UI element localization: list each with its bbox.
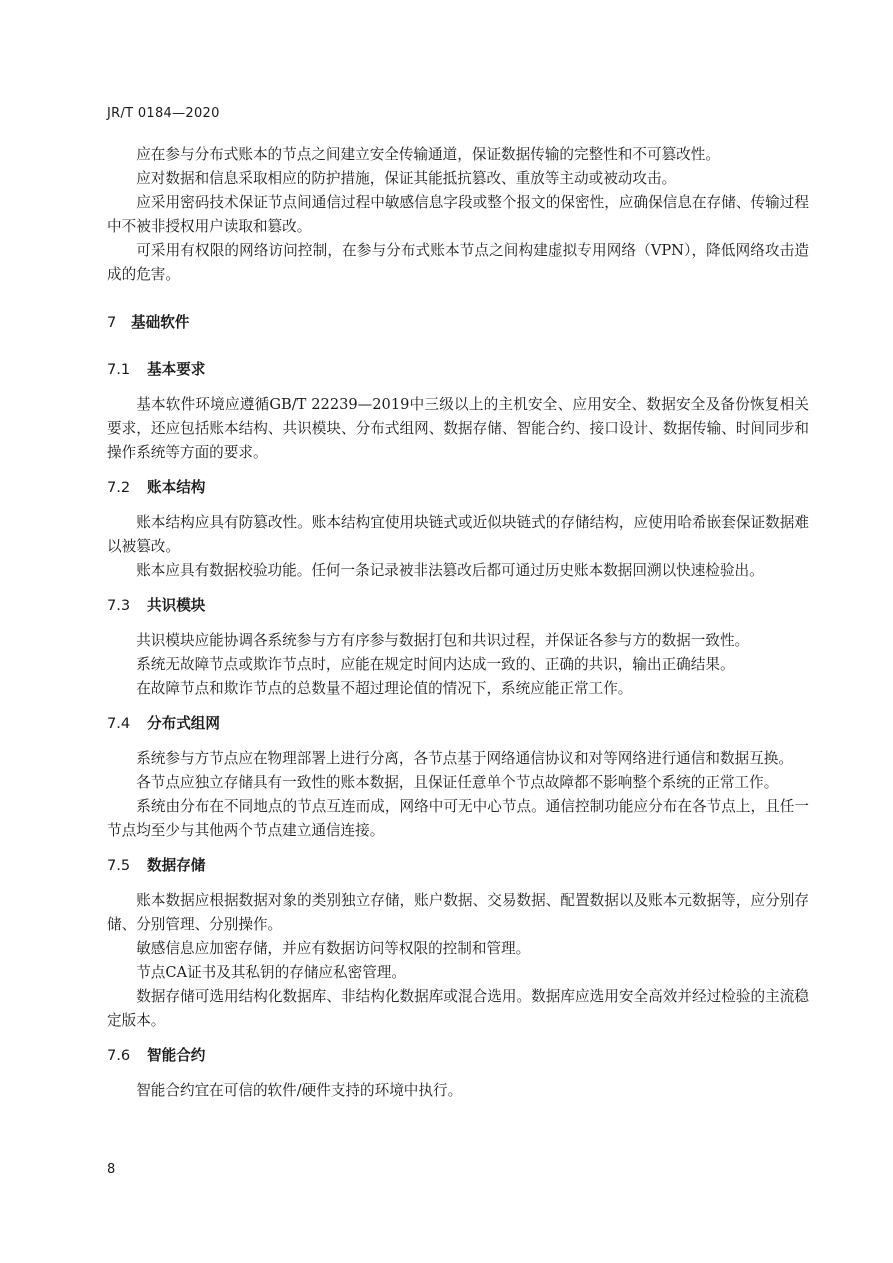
paragraph: 智能合约宜在可信的软件/硬件支持的环境中执行。 (136, 1082, 463, 1099)
subsection-heading (107, 476, 809, 500)
paragraph: 系统由分布在不同地点的节点互连而成，网络中可无中心节点。通信控制功能应分布在各节点上，且任一节点均至少与其他两个节点建立通信连接。 (107, 798, 809, 839)
subsection-title: 基本要求 (147, 361, 206, 378)
paragraph: 系统无故障节点或欺诈节点时，应能在规定时间内达成一致的、正确的共识，输出正确结果。 (136, 656, 735, 673)
subsection-heading (107, 854, 809, 878)
subsection-number: 7.2 (107, 479, 131, 496)
page-number: 8 (107, 1162, 116, 1177)
subsection-title: 智能合约 (147, 1047, 206, 1064)
paragraph: 账本应具有数据校验功能。任何一条记录被非法篡改后都可通过历史账本数据回溯以快速检验出。 (136, 562, 764, 579)
paragraph: 各节点应独立存储具有一致性的账本数据，且保证任意单个节点故障都不影响整个系统的正常工作。 (136, 774, 779, 791)
paragraph: 基本软件环境应遵循GB/T 22239—2019中三级以上的主机安全、应用安全、数据安全及备份恢复相关要求，还应包括账本结构、共识模块、分布式组网、数据存储、智能合约、接口设计、数据传输、时间同步和操作系统等方面的要求。 (107, 396, 809, 461)
paragraph: 在故障节点和欺诈节点的总数量不超过理论值的情况下，系统应能正常工作。 (136, 680, 633, 697)
subsection-number: 7.1 (107, 361, 131, 378)
paragraph: 可采用有权限的网络访问控制，在参与分布式账本节点之间构建虚拟专用网络（VPN），降低网络攻击造成的危害。 (107, 242, 809, 283)
page-content (107, 143, 809, 1103)
subsection-heading (107, 1044, 809, 1068)
paragraph: 数据存储可选用结构化数据库、非结构化数据库或混合选用。数据库应选用安全高效并经过检验的主流稳定版本。 (107, 988, 809, 1029)
subsection-title: 共识模块 (147, 597, 206, 614)
paragraph: 系统参与方节点应在物理部署上进行分离，各节点基于网络通信协议和对等网络进行通信和数据互换。 (136, 750, 793, 767)
paragraph: 账本数据应根据数据对象的类别独立存储，账户数据、交易数据、配置数据以及账本元数据等，应分别存储、分别管理、分别操作。 (107, 892, 809, 933)
subsection-number: 7.4 (107, 715, 131, 732)
section-title: 基础软件 (131, 314, 190, 331)
paragraph: 共识模块应能协调各系统参与方有序参与数据打包和共识过程，并保证各参与方的数据一致性。 (136, 632, 750, 649)
subsection-heading (107, 712, 809, 736)
section-number: 7 (107, 314, 117, 331)
subsection-number: 7.5 (107, 857, 131, 874)
subsection-number: 7.6 (107, 1047, 131, 1064)
paragraph: 节点CA证书及其私钥的存储应私密管理。 (136, 964, 406, 981)
subsection-title: 数据存储 (147, 857, 206, 874)
paragraph: 应对数据和信息采取相应的防护措施，保证其能抵抗篡改、重放等主动或被动攻击。 (136, 170, 677, 187)
paragraph: 应在参与分布式账本的节点之间建立安全传输通道，保证数据传输的完整性和不可篡改性。 (136, 146, 720, 163)
subsection-heading (107, 594, 809, 618)
subsection-heading (107, 358, 809, 382)
subsection-number: 7.3 (107, 597, 131, 614)
paragraph: 应采用密码技术保证节点间通信过程中敏感信息字段或整个报文的保密性，应确保信息在存储、传输过程中不被非授权用户读取和篡改。 (107, 194, 809, 235)
subsection-title: 账本结构 (147, 479, 206, 496)
subsection-title: 分布式组网 (147, 715, 220, 732)
document-id-header: JR/T 0184—2020 (107, 106, 220, 121)
section-heading (107, 311, 809, 335)
paragraph: 账本结构应具有防篡改性。账本结构宜使用块链式或近似块链式的存储结构，应使用哈希嵌套保证数据难以被篡改。 (107, 514, 809, 555)
paragraph: 敏感信息应加密存储，并应有数据访问等权限的控制和管理。 (136, 940, 531, 957)
